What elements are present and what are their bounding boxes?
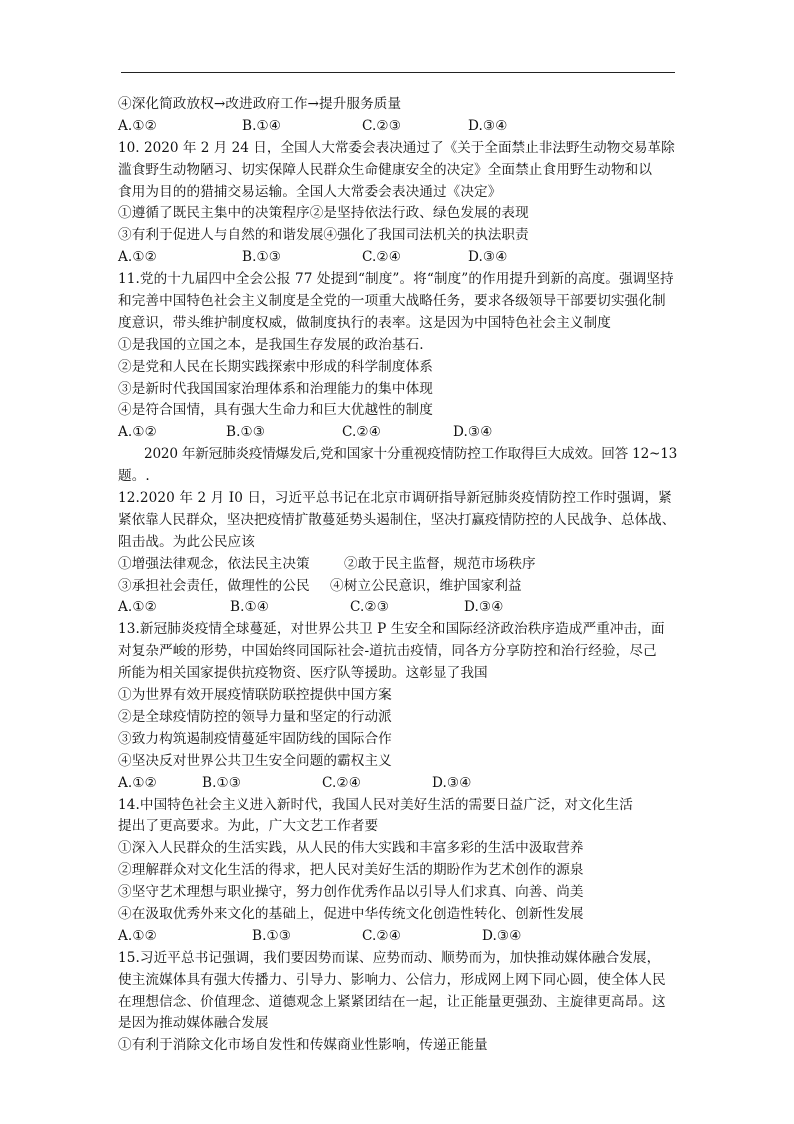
q15-line: 是因为推动媒体融合发展 — [118, 1015, 269, 1032]
q11-line: ③是新时代我国国家治理体系和治理能力的集中体现 — [118, 380, 433, 397]
q10-option-d: D.③④ — [468, 249, 508, 266]
q12-choice-row — [118, 554, 678, 576]
q13-option-d: D.③④ — [432, 774, 472, 791]
question-15 — [118, 948, 678, 1057]
q9-choice-4: ④深化简政放权→改进政府工作→提升服务质量 — [118, 96, 402, 112]
q11-option-d: D.③④ — [453, 424, 493, 441]
section-intro — [118, 444, 678, 488]
q10-option-a: A.①② — [118, 249, 157, 266]
q15-line: ①有利于消除文化市场自发性和传媒商业性影响，传递正能量 — [118, 1037, 488, 1054]
q11-line: 11.党的十九届四中全会公报 77 处提到“制度”。将“制度”的作用提升到新的高度。强调坚持 — [118, 271, 674, 288]
q12-choice-1: ①增强法律观念，依法民主决策 — [118, 555, 310, 572]
q14-line: ④在汲取优秀外来文化的基础上，促进中华传统文化创造性转化、创新性发展 — [118, 905, 584, 922]
q14-option-d: D.③④ — [482, 927, 522, 944]
q10-options — [118, 247, 678, 269]
q13-line: ①为世界有效开展疫情联防联控提供中国方案 — [118, 687, 392, 704]
q14-option-a: A.①② — [118, 927, 157, 944]
q13-line: ②是全球疫情防控的领导力量和坚定的行动派 — [118, 708, 392, 725]
q12-option-b: B.①④ — [230, 599, 270, 616]
q13-line: ③致力构筑遏制疫情蔓延牢固防线的国际合作 — [118, 730, 392, 747]
question-10 — [118, 138, 678, 269]
q10-line: ③有利于促进人与自然的和谐发展④强化了我国司法机关的执法职责 — [118, 227, 529, 244]
intro-line: 2020 年新冠肺炎疫情爆发后,党和国家十分重视疫情防控工作取得巨大成效。回答 12~13 — [144, 446, 678, 463]
q14-line: 提出了更高要求。为此，广大文艺工作者要 — [118, 818, 379, 835]
q9-option-d: D.③④ — [468, 117, 508, 134]
q14-line: 14.中国特色社会主义进入新时代，我国人民对美好生活的需要日益广泛，对文化生活 — [118, 796, 633, 813]
q11-line: 度意识，带头维护制度权威，做制度执行的表率。这是因为中国特色社会主义制度 — [118, 314, 611, 331]
q14-option-b: B.①③ — [252, 927, 292, 944]
q10-line: 滥食野生动物陋习、切实保障人民群众生命健康安全的决定》全面禁止食用野生动物和以 — [118, 161, 653, 178]
q12-option-a: A.①② — [118, 599, 157, 616]
question-12 — [118, 488, 678, 619]
intro-line: 题。. — [118, 468, 150, 485]
q11-option-b: B.①③ — [226, 424, 266, 441]
q12-options — [118, 597, 678, 619]
q12-line: 紧依靠人民群众，坚决把疫情扩散蔓延势头遏制住，坚决打赢疫情防控的人民战争、总体战、 — [118, 511, 676, 528]
q11-line: ②是党和人民在长期实践探索中形成的科学制度体系 — [118, 358, 433, 375]
q13-line: 对复杂严峻的形势，中国始终同国际社会-道抗击疫情，同各方分享防控和治行经验，尽己 — [118, 643, 657, 660]
q13-line: 所能为相关国家提供抗疫物资、医疗队等援助。这彰显了我国 — [118, 665, 488, 682]
question-14 — [118, 795, 678, 948]
header-rule — [121, 72, 675, 73]
question-13 — [118, 619, 678, 794]
question-11 — [118, 269, 678, 444]
q12-choice-4: ④树立公民意识，维护国家利益 — [330, 577, 522, 594]
q12-option-c: C.②③ — [350, 599, 390, 616]
q13-option-a: A.①② — [118, 774, 157, 791]
q14-line: ②理解群众对文化生活的得求，把人民对美好生活的期盼作为艺术创作的源泉 — [118, 862, 584, 879]
q14-option-c: C.②④ — [362, 927, 402, 944]
q10-line: 食用为目的的猎捕交易运输。全国人大常委会表决通过《决定》 — [118, 183, 502, 200]
q11-line: ①是我国的立国之本，是我国生存发展的政治基石. — [118, 336, 424, 353]
q9-option-b: B.①④ — [242, 117, 282, 134]
q12-choice-2: ②敢于民主监督，规范市场秩序 — [344, 555, 536, 572]
q10-line: ①遵循了既民主集中的决策程序②是坚持依法行政、绿色发展的表现 — [118, 205, 529, 222]
q15-line: 使主流媒体具有强大传播力、引导力、影响力、公信力，形成网上网下同心圆，使全体人民 — [118, 971, 666, 988]
q14-options — [118, 926, 678, 948]
exam-page-body — [118, 94, 678, 1057]
q12-line: 阻击战。为此公民应该 — [118, 533, 255, 550]
q10-line: 10. 2020 年 2 月 24 日，全国人大常委会表决通过了《关于全面禁止非法野生动物交易革除 — [118, 139, 675, 156]
q11-options — [118, 422, 678, 444]
q10-option-b: B.①③ — [242, 249, 282, 266]
q9-options — [118, 116, 678, 138]
q14-line: ③坚守艺术理想与职业操守，努力创作优秀作品以引导人们求真、向善、尚美 — [118, 884, 584, 901]
q9-option-c: C.②③ — [362, 117, 402, 134]
q12-line: 12.2020 年 2 月 I0 日，习近平总书记在北京市调研指导新冠肺炎疫情防控工作时强调，紧 — [118, 490, 672, 507]
q13-line: ④坚决反对世界公共卫生安全问题的霸权主义 — [118, 752, 392, 769]
q10-option-c: C.②④ — [362, 249, 402, 266]
q11-line: 和完善中国特色社会主义制度是全党的一项重大战略任务，要求各级领导干部要切实强化制 — [118, 293, 666, 310]
q11-option-c: C.②④ — [342, 424, 382, 441]
q11-line: ④是符合国情，具有强大生命力和巨大优越性的制度 — [118, 402, 433, 419]
q13-options — [118, 773, 678, 795]
q13-option-c: C.②④ — [322, 774, 362, 791]
q12-choice-3: ③承担社会责任，做理性的公民 — [118, 577, 310, 594]
q14-line: ①深入人民群众的生活实践，从人民的伟大实践和丰富多彩的生活中汲取营养 — [118, 840, 584, 857]
q13-option-b: B.①③ — [202, 774, 242, 791]
q12-option-d: D.③④ — [464, 599, 504, 616]
q9-option-a: A.①② — [118, 117, 157, 134]
q15-line: 在理想信念、价值理念、道德观念上紧紧团结在一起，让正能量更强劲、主旋律更高昂。这 — [118, 993, 666, 1010]
q13-line: 13.新冠肺炎疫情全球蔓延，对世界公共卫 P 生安全和国际经济政治秩序造成严重冲击，面 — [118, 621, 665, 638]
q15-line: 15.习近平总书记强调，我们要因势而谋、应势而动、顺势而为，加快推动媒体融合发展， — [118, 949, 661, 966]
q11-option-a: A.①② — [118, 424, 157, 441]
q12-choice-row — [118, 576, 678, 598]
